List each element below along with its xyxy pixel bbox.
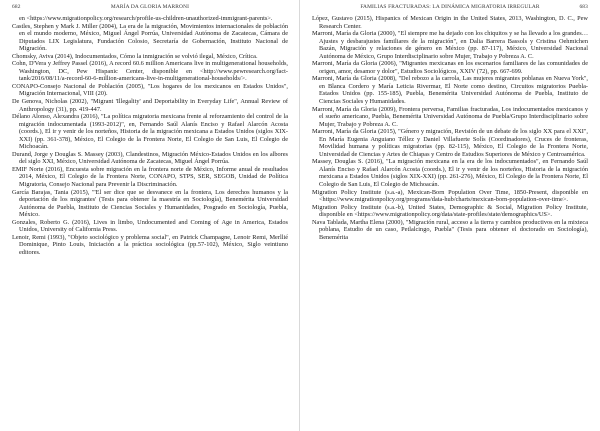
reference-entry: Nava Tablada, Martha Elena (2000), "Migración rural, acceso a la tierra y cambios productivos en la mixteca poblana, Estudio de un caso, Petlalcingo, Puebla" (Tesis para obtener el doctorado en Sociología), Benemérita	[312, 218, 588, 241]
left-page-number: 682	[12, 4, 21, 10]
reference-entry: EMIF Norte (2016), Encuesta sobre migración en la frontera norte de México, Informe anual de resultados 2014, México, El Colegio de la Frontera Norte, CONAPO, STPS, SER, SEGOB, Unidad de Política Migratoria, Consejo Nacional para Prevenir la Discriminación.	[12, 165, 288, 189]
reference-entry: Marroni, María da Gloria (2006), "Migrantes mexicanas en los escenarios familiares de las comunidades de origen, amor, desamor y dolor", Estudios Sociológicos, XXIV (72), pp. 667-699.	[312, 60, 588, 75]
reference-entry: Chomsky, Aviva (2014), Indocumentados, Cómo la inmigración se volvió ilegal, México, Crítica.	[12, 52, 258, 60]
reference-entry: Cohn, D'Vera y Jeffrey Passel (2016), A record 60.6 million Americans live in multigenerational households, Washington, DC, Pew Hispanic Center, disponible en <http://www.pewresearch.org/fact-tank/2016/08/11/a-record-60-6-million-americans-live-in-multigenerational-households/>.	[12, 60, 288, 83]
right-page	[300, 0, 600, 431]
left-running-head	[12, 4, 288, 13]
reference-entry: Gonzales, Roberto G. (2016), Lives in limbo, Undocumented and Coming of Age in America, Estados Unidos, University of California Press.	[12, 218, 288, 234]
reference-entry: García Barajas, Tania (2015), "'El ser dice que se desvanece en la frontera, Los derechos humanos y la deportación de los migrantes' (Tesis para obtener la maestría en Sociología), Benemérita Universidad Autónoma de Puebla, Instituto de Ciencias Sociales y Humanidades, Posgrado en Sociología, Puebla, México.	[12, 188, 288, 219]
reference-entry: Migration Policy Institute (s.a.-a), Mexican-Born Population Over Time, 1850-Present, disponible en <https://www.migrationpolicy.org/programs/data-hub/charts/mexican-born-population-over-time>.	[312, 188, 588, 204]
left-header-title: MARÍA DA GLORIA MARRONI	[110, 4, 190, 10]
reference-entry: López, Gustavo (2015), Hispanics of Mexican Origin in the United States, 2013, Washington, D. C., Pew Research Center.	[312, 15, 588, 30]
right-reference-list	[312, 15, 588, 241]
reference-entry: Durand, Jorge y Douglas S. Massey (2003), Clandestinos, Migración México-Estados Unidos en los albores del siglo XXI, México, Universidad Autónoma de Zacatecas, Miguel Ángel Porrúa.	[12, 150, 288, 166]
reference-entry: Marroni, María da Gloria (2000), "El siempre me ha dejado con los chiquitos y se ha llevado a los grandes… Ajustes y desbarajustes familiares de la migración", en Dalia Barrera Bassols y Cristina Oehmichen Bazán, Migración y relaciones de género en México (pp. 87-117), México, Universidad Nacional Autónoma de México, Grupo Interdisciplinario sobre Mujer, Trabajo y Pobreza A. C.	[312, 30, 588, 60]
reference-entry: en <https://www.migrationpolicy.org/research/profile-us-children-unauthorized-immigrant-parents>.	[19, 15, 273, 22]
reference-entry: Marroni, María da Gloria (2015), "Género y migración, Revisión de un debate de los siglo XX para el XXI", En María Eugenia Anguiano Téllez y Daniel Villafuerte Solís (Coordinadores), Cruces de fronteras, Movilidad humana y políticas migratorias (pp. 82-115), México, El Colegio de la Frontera Norte, Universidad de Ciencias y Artes de Chiapas y Centro de Estudios Superiores de México y Centroamérica.	[312, 128, 588, 158]
reference-entry: Délano Alonso, Alexandra (2016), "La política migratoria mexicana frente al reforzamiento del control de la migración indocumentada (1993-2012)", en, Fernando Saúl Alanís Enciso y Rafael Alarcón Acosta (coords.), El ir y venir de los norteños, Historia de la migración mexicana a Estados Unidos (siglos XIX-XXI) (pp. 361-378), México, El Colegio de la Frontera Norte, El Colegio de San Luis, El Colegio de Michoacán.	[12, 113, 288, 151]
right-running-head	[312, 4, 588, 13]
reference-entry: Castles, Stephen y Mark J. Miller (2004), La era de la migración, Movimientos internacionales de población en el mundo moderno, México, Miguel Ángel Porrúa, Universidad Autónoma de Zacatecas, Cámara de Diputados LIX Legislatura, Fundación Colosio, Secretaría de Gobernación, Instituto Nacional de Migración.	[12, 22, 288, 53]
reference-entry: Lenoir, Remi (1993), "Objeto sociológico y problema social", en Patrick Champagne, Lenoir Remi, Merllié Dominique, Pinto Louis, Iniciación a la práctica sociológica (pp.57-102), México, Siglo veintiuno editores.	[12, 233, 288, 256]
right-page-number: 683	[579, 4, 588, 10]
reference-entry: Marroni, María da Gloria (2008), "Del rebozo a la carrola, Las mujeres migrantes poblanas en Nueva York", en Blanca Cordero y María Leticia Rivermar, El Norte como destino, Circuitos migratorios Puebla-Estados Unidos (pp. 155-185), Puebla, Benemérita Universidad Autónoma de Puebla, Instituto de Ciencias Sociales y Humanidades.	[312, 75, 588, 106]
reference-entry: CONAPO-Consejo Nacional de Población (2005), "Los hogares de los mexicanos en Estados Unidos", Migración Internacional, VIII (20).	[12, 82, 288, 98]
reference-entry: Marroni, María da Gloria (2009), Frontera perversa, Familias fracturadas, Los indocumentados mexicanos y el sueño americano, Puebla, Benemérita Universidad Autónoma de Puebla/Grupo Interdisciplinario sobre Mujer, Trabajo y Pobreza A. C.	[312, 105, 588, 128]
reference-entry: De Genova, Nicholas (2002), "Migrant 'Illegality' and Deportability in Everyday Life", Annual Review of Anthropology (31), pp. 419-447.	[12, 98, 288, 113]
reference-entry: Massey, Douglas S. (2016), "La migración mexicana en la era de los indocumentados", en Fernando Saúl Alanís Enciso y Rafael Alarcón Acosta (coords.), El ir y venir de los norteños, Historia de la migración mexicana a Estados Unidos (siglos XIX-XXI) (pp. 261-276), México, El Colegio de la Frontera Norte, El Colegio de San Luis, El Colegio de Michoacán.	[312, 158, 588, 189]
right-header-title: FAMILIAS FRACTURADAS: LA DINÁMICA MIGRATORIA IRREGULAR	[360, 4, 540, 10]
reference-entry: Migration Policy Institute (s.a.-b), United States, Demographic & Social, Migration Policy Institute, disponible en <https://www.migrationpolicy.org/data/state-profiles/state/demographics/US>.	[312, 203, 588, 219]
left-reference-list	[12, 15, 288, 257]
